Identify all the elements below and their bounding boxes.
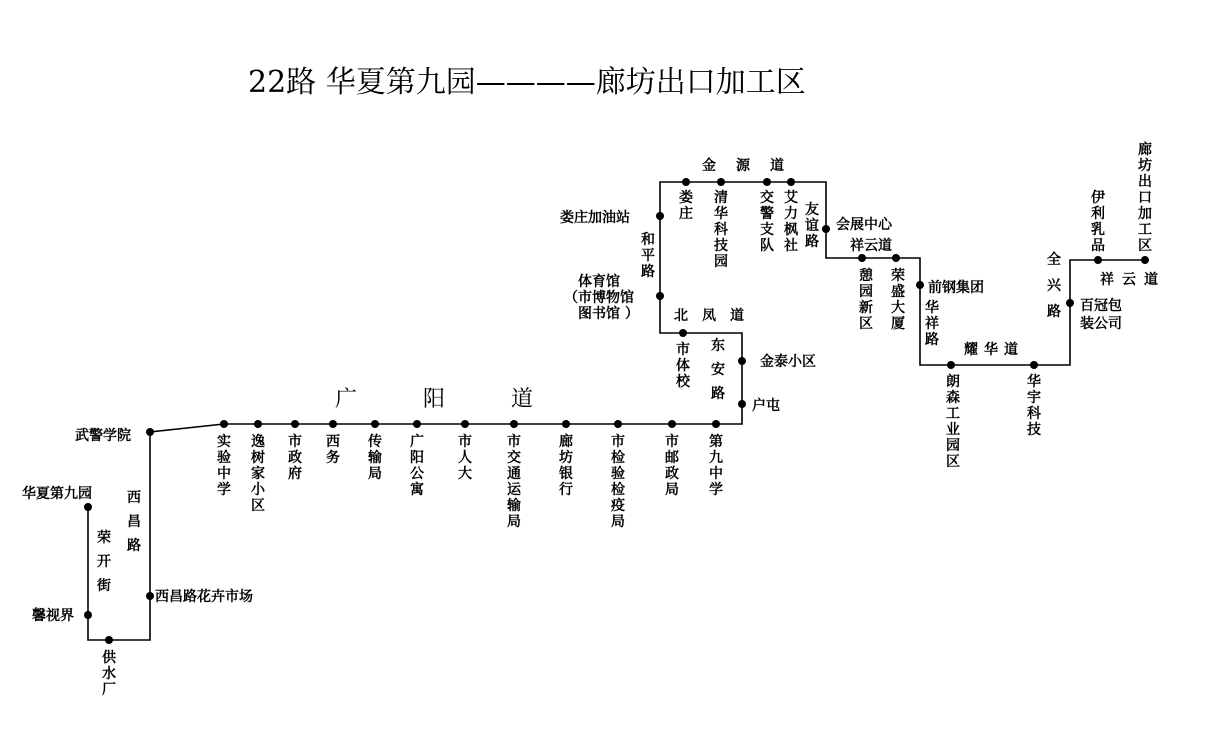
stop-dot-s27 xyxy=(822,225,830,233)
stop-dot-s35 xyxy=(1141,256,1149,264)
stop-label-s6: 实验中学 xyxy=(217,434,231,498)
stop-label-s19: 金泰小区 xyxy=(760,354,816,370)
road-label-xichang: 西昌路 xyxy=(127,490,141,554)
stop-dot-s11 xyxy=(413,420,421,428)
stop-label-s31: 朗森工业园区 xyxy=(946,374,960,470)
stop-dot-s14 xyxy=(562,420,570,428)
stop-dot-s28 xyxy=(858,254,866,262)
stop-label-s24: 清华科技园 xyxy=(714,190,728,270)
stop-dot-s25 xyxy=(763,178,771,186)
road-label-heping: 和平路 xyxy=(641,232,655,280)
stop-label-s9: 西务 xyxy=(326,434,340,466)
stop-label-s14: 廊坊银行 xyxy=(559,434,573,498)
road-label-xiangyun-end: 祥云道 xyxy=(1100,272,1166,288)
stop-label-s25: 交警支队 xyxy=(760,190,774,254)
stop-label-s30: 前钢集团 xyxy=(928,280,984,296)
stop-label-s32: 华宇科技 xyxy=(1027,374,1041,438)
stop-dot-s30 xyxy=(916,281,924,289)
stop-dot-s15 xyxy=(614,420,622,428)
stop-label-s23: 娄庄 xyxy=(679,190,693,222)
stop-dot-s17 xyxy=(712,420,720,428)
stop-label-s3: 供水厂 xyxy=(102,650,116,698)
stop-label-s28: 憩园新区 xyxy=(859,268,873,332)
stop-dot-s5 xyxy=(146,428,154,436)
stop-dot-s7 xyxy=(254,420,262,428)
stop-dot-s1 xyxy=(84,503,92,511)
stop-dot-s23 xyxy=(682,178,690,186)
road-label-rongkai: 荣开街 xyxy=(97,530,111,594)
road-label-guangyang: 广阳道 xyxy=(335,387,600,412)
stop-label-s20: 市体校 xyxy=(676,342,690,390)
road-label-yaohua: 耀华道 xyxy=(964,342,1024,358)
road-label-youyi: 友谊路 xyxy=(805,202,819,250)
route-line xyxy=(88,182,1145,640)
stop-dot-s12 xyxy=(461,420,469,428)
stop-dot-s33 xyxy=(1066,299,1074,307)
stop-label-s21c: 图书馆 ） xyxy=(578,306,639,322)
road-label-xiangyun-mid: 祥云道 xyxy=(850,238,892,254)
stop-dot-s29 xyxy=(892,254,900,262)
road-label-huaxiang: 华祥路 xyxy=(925,300,939,348)
stop-dot-s9 xyxy=(329,420,337,428)
stop-label-s4: 西昌路花卉市场 xyxy=(155,589,253,605)
stop-dot-s8 xyxy=(291,420,299,428)
stop-label-s29: 荣盛大厦 xyxy=(891,268,905,332)
stop-label-s33b: 装公司 xyxy=(1080,316,1122,332)
stop-dot-s26 xyxy=(787,178,795,186)
road-label-quanxing: 全兴路 xyxy=(1047,252,1061,320)
stop-label-s22: 娄庄加油站 xyxy=(560,210,630,226)
stop-dot-s18 xyxy=(738,400,746,408)
stop-dot-s13 xyxy=(510,420,518,428)
stop-dot-s19 xyxy=(738,357,746,365)
stop-dot-s10 xyxy=(371,420,379,428)
stop-label-s35: 廊坊出口加工区 xyxy=(1138,142,1152,254)
stop-label-s5: 武警学院 xyxy=(75,428,131,444)
road-label-jinyuan: 金源道 xyxy=(702,158,804,174)
stop-label-s10: 传输局 xyxy=(368,434,382,482)
stop-dot-s22 xyxy=(656,212,664,220)
stop-dot-s4 xyxy=(146,592,154,600)
stop-dot-s32 xyxy=(1030,361,1038,369)
stop-label-s17: 第九中学 xyxy=(709,434,723,498)
stop-dot-s20 xyxy=(679,329,687,337)
stop-label-s27: 会展中心 xyxy=(836,217,892,233)
stop-dot-s2 xyxy=(84,611,92,619)
stop-label-s8: 市政府 xyxy=(288,434,302,482)
stop-label-s7: 逸树家小区 xyxy=(251,434,265,514)
stop-label-s18: 户屯 xyxy=(752,398,780,414)
stop-dot-s34 xyxy=(1094,256,1102,264)
stop-label-s13: 市交通运输局 xyxy=(507,434,521,530)
stop-dot-s6 xyxy=(220,420,228,428)
stop-label-s21b: （市博物馆 xyxy=(564,290,634,306)
stop-markers xyxy=(84,178,1149,644)
stop-dot-s3 xyxy=(105,636,113,644)
stop-dot-s16 xyxy=(668,420,676,428)
stop-label-s26: 艾力枫社 xyxy=(784,190,798,254)
stop-label-s2: 馨视界 xyxy=(32,608,74,624)
stop-dot-s24 xyxy=(717,178,725,186)
stop-label-s34: 伊利乳品 xyxy=(1091,190,1105,254)
stop-dot-s31 xyxy=(947,361,955,369)
stop-dot-s21 xyxy=(656,292,664,300)
stop-label-s15: 市检验检疫局 xyxy=(611,434,625,530)
road-label-beifeng: 北凤道 xyxy=(674,308,758,324)
route-title: 22路 华夏第九园————廊坊出口加工区 xyxy=(248,65,806,100)
stop-label-s12: 市人大 xyxy=(458,434,472,482)
stop-label-s1: 华夏第九园 xyxy=(22,486,92,502)
stop-label-s33: 百冠包 xyxy=(1080,298,1122,314)
stop-label-s16: 市邮政局 xyxy=(665,434,679,498)
stop-label-s11: 广阳公寓 xyxy=(410,434,424,498)
road-label-dongan: 东安路 xyxy=(711,338,725,402)
stop-label-s21: 体育馆 xyxy=(578,274,620,290)
